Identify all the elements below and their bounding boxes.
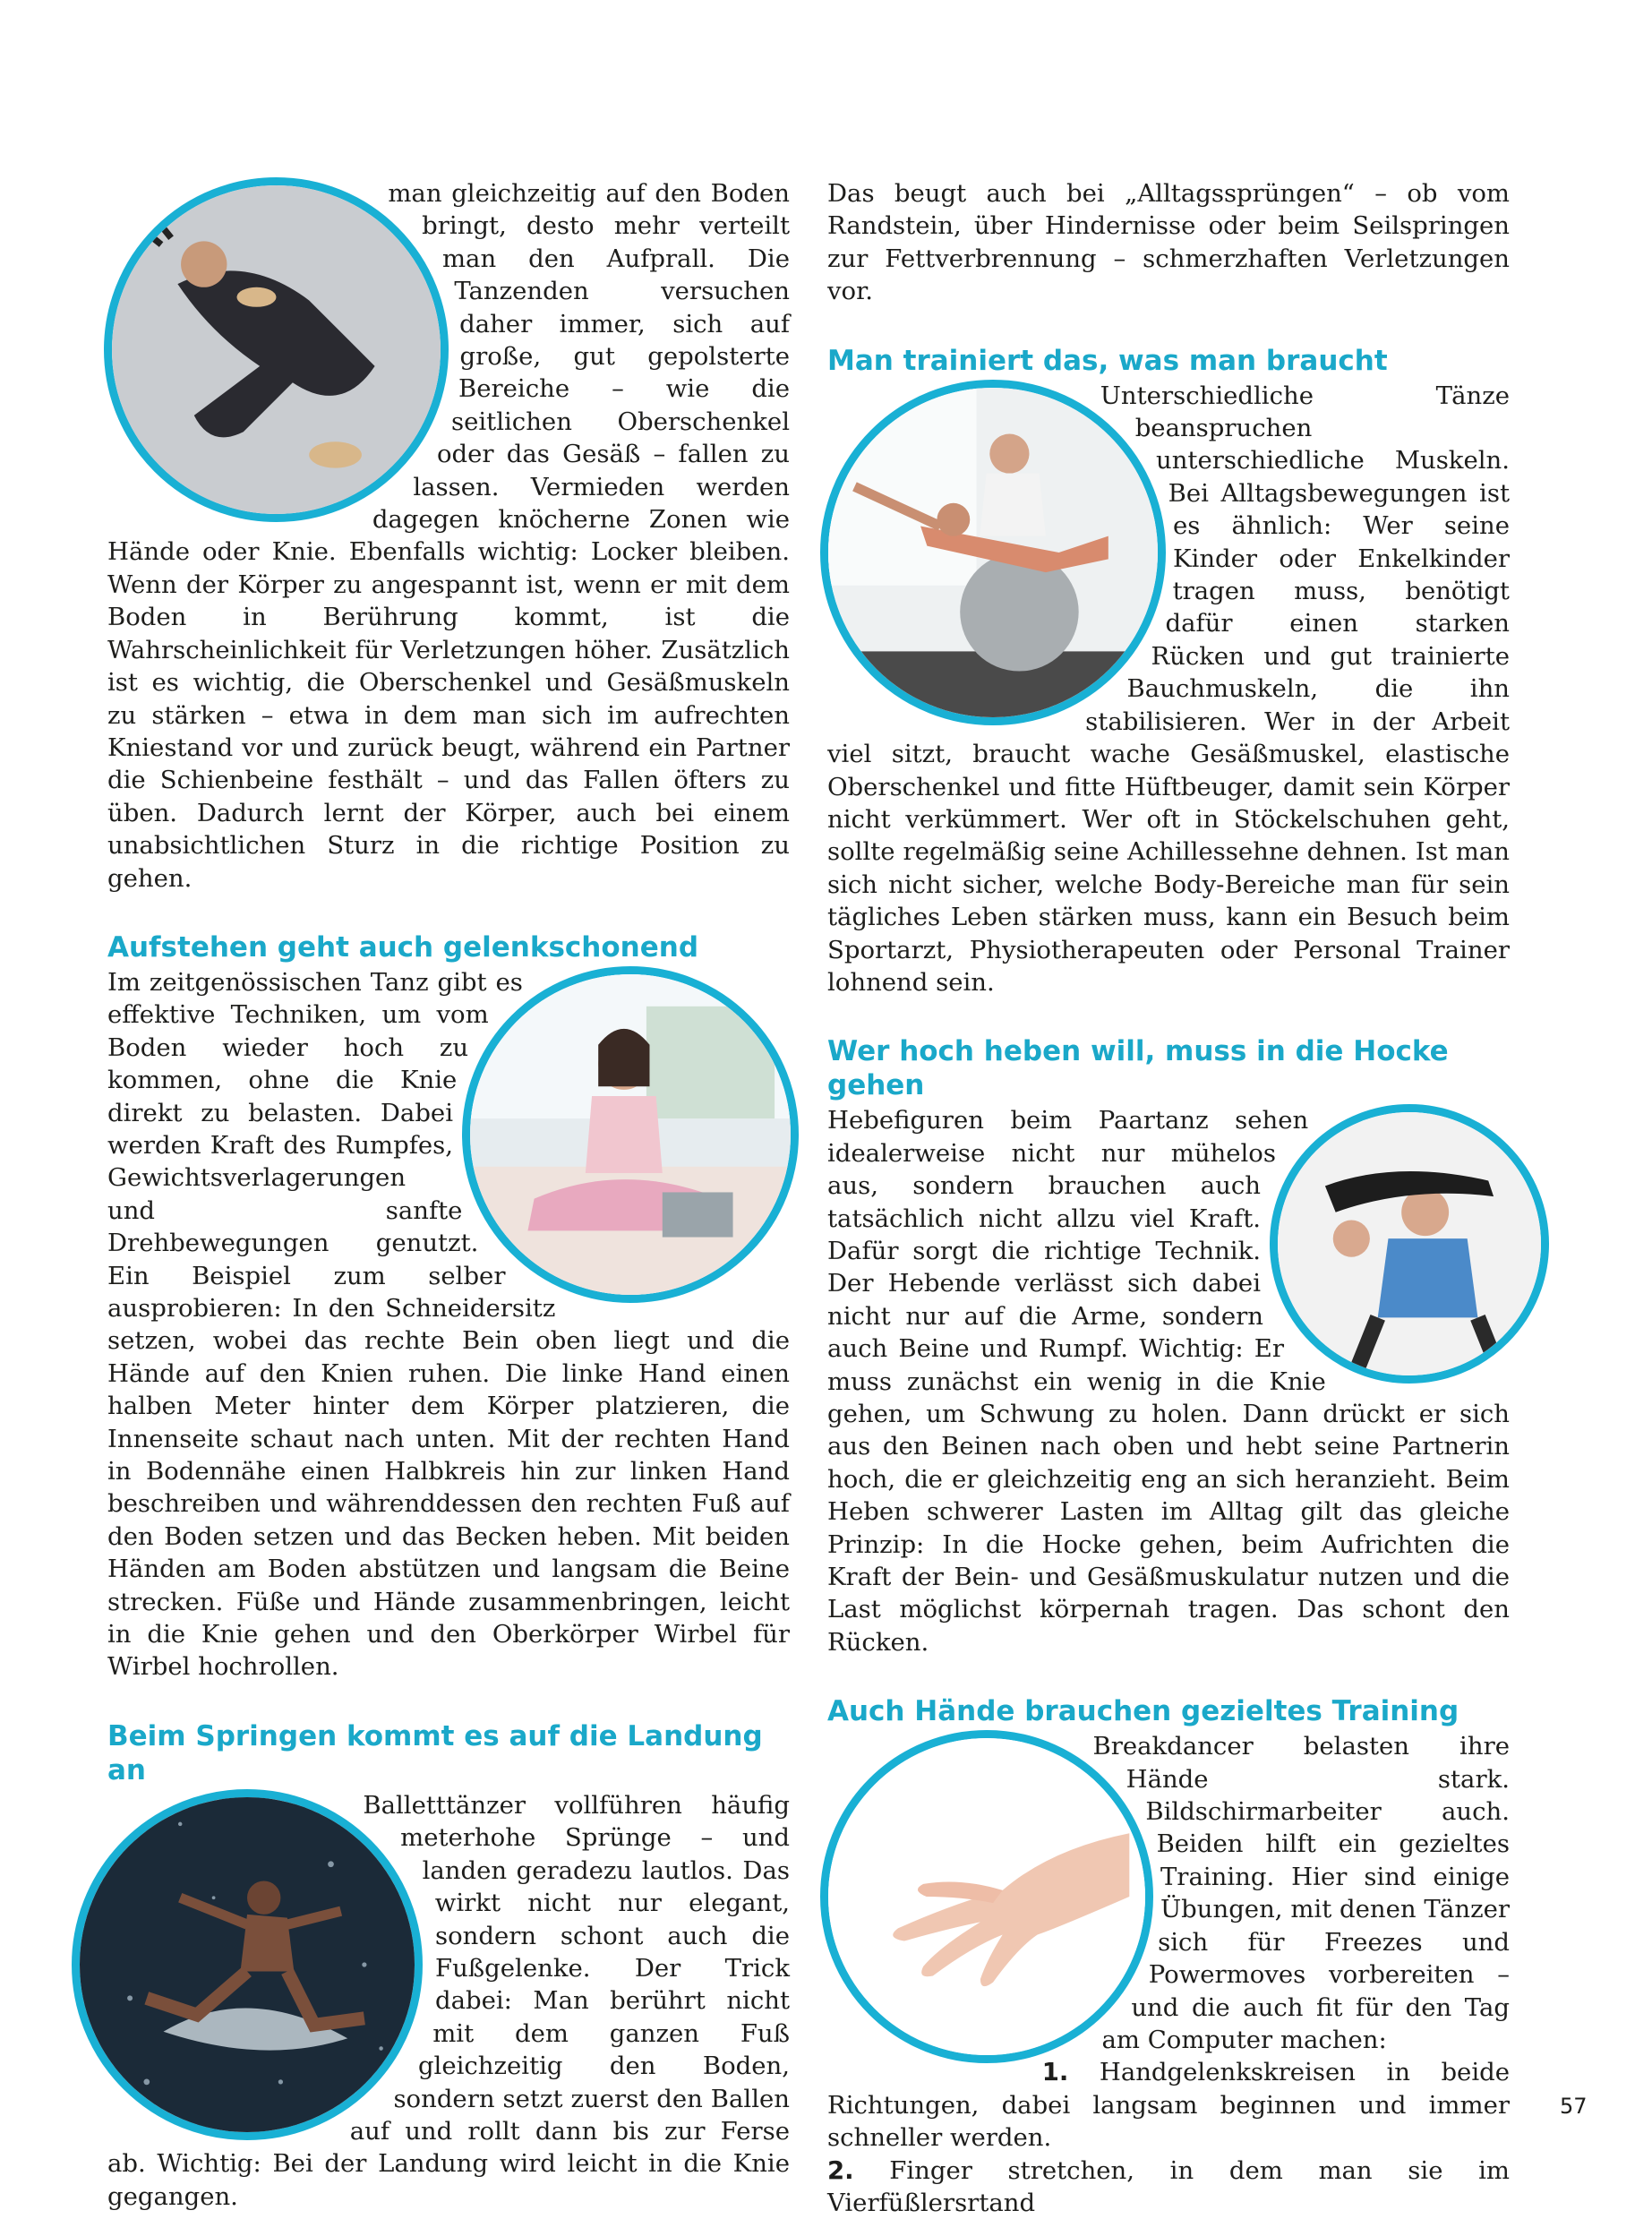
dancer-floor-photo: [104, 177, 449, 522]
right-column: [827, 177, 1510, 2219]
dancer-floor-image: [112, 185, 441, 514]
exercise-1-number: 1.: [1041, 2058, 1069, 2087]
exercise-2-text: Finger stretchen, in dem man sie im Vierfüßlersrtand: [827, 2155, 1511, 2217]
gym-ball-image: [828, 388, 1158, 717]
couple-lift-photo: [1270, 1104, 1549, 1384]
right-paragraph-4: Breakdancer belasten ihre Hände stark. Bildschirmarbeiter auch. Beiden hilft ein gezieltes Training. Hier sind einige Übungen, mit denen Tänzer sich für Freezes und Powermoves vorbereiten – und die auch fit für den Tag am Computer machen:: [1092, 1732, 1510, 2054]
left-paragraph-2: Im zeitgenössischen Tanz gibt es effektive Techniken, um vom Boden wieder hoch zu kommen, ohne die Knie direkt zu belasten. Dabei werden Kraft des Rumpfes, Gewichtsverlagerungen und sanfte Drehbewegungen genutzt. Ein Beispiel zum selber ausprobieren: In den Schneidersitz setzen, wobei das rechte Bein oben liegt und die Hände auf den Knien ruhen. Die linke Hand einen halben Meter hinter dem Körper platzieren, die Innenseite schaut nach unten. Mit der rechten Hand in Bodennähe einen Halbkreis hin zur linken Hand beschreiben und währenddessen den rechten Fuß auf den Boden setzen und das Becken heben. Mit beiden Händen am Boden abstützen und langsam die Beine strecken. Füße und Hände zusammenbringen, leicht in die Knie gehen und den Oberkörper Wirbel für Wirbel hochrollen.: [107, 967, 790, 1682]
exercise-2: [827, 2155, 1510, 2219]
left-paragraph-1: man gleichzeitig auf den Boden bringt, desto mehr verteilt man den Aufprall. Die Tanzenden versuchen daher immer, sich auf große, gut gepolsterte Bereiche – wie die seitlichen Oberschenkel oder das Gesäß – fallen zu lassen. Vermieden werden dagegen knöcherne Zonen wie Hände oder Knie. Ebenfalls wichtig: Locker bleiben. Wenn der Körper zu angespannt ist, wenn er mit dem Boden in Berührung kommt, ist die Wahrscheinlichkeit für Verletzungen höher. Zusätzlich ist es wichtig, die Oberschenkel und Gesäßmuskeln zu stärken – etwa in dem man sich im aufrechten Kniestand vor und zurück beugt, während ein Partner die Schienbeine festhält – und das Fallen öfters zu üben. Dadurch lernt der Körper, auch bei einem unabsichtlichen Sturz in die richtige Position zu gehen.: [107, 179, 790, 893]
right-paragraph-1: Das beugt auch bei „Alltagssprüngen“ – ob vom Randstein, über Hindernisse oder beim Seilspringen zur Fettverbrennung – schmerzhaften Verletzungen vor.: [827, 179, 1510, 306]
exercise-1-text: Handgelenkskreisen in beide Richtungen, dabei langsam beginnen und immer schneller werden.: [827, 2058, 1510, 2153]
left-paragraph-3: Balletttänzer vollführen häufig meterhohe Sprünge – und landen geradezu lautlos. Das wirkt nicht nur elegant, sondern schont auch die Fußgelenke. Der Trick dabei: Man berührt nicht mit dem ganzen Fuß gleichzeitig den Boden, sondern setzt zuerst den Ballen auf und rollt dann bis zur Ferse ab. Wichtig: Bei der Landung wird leicht in die Knie gegangen.: [107, 1790, 790, 2211]
woman-sitting-photo: [462, 966, 799, 1303]
hand-photo: [820, 1730, 1153, 2063]
heading-trainiert: Man trainiert das, was man braucht: [827, 344, 1388, 377]
page-number: 57: [1560, 2094, 1588, 2119]
heading-springen: Beim Springen kommt es auf die Landung an: [107, 1719, 763, 1786]
woman-sitting-image: [470, 974, 791, 1295]
gym-ball-photo: [820, 380, 1166, 725]
right-paragraph-3: Hebefiguren beim Paartanz sehen idealerweise nicht nur mühelos aus, sondern brauchen auch tatsächlich nicht allzu viel Kraft. Dafür sorgt die richtige Technik. Der Hebende verlässt sich dabei nicht nur auf die Arme, sondern auch Beine und Rumpf. Wichtig: Er muss zunächst ein wenig in die Knie gehen, um Schwung zu holen. Dann drückt er sich aus den Beinen nach oben und hebt seine Partnerin hoch, die er gleichzeitig eng an sich heranzieht. Beim Heben schwerer Lasten im Alltag gilt das gleiche Prinzip: In die Hocke gehen, beim Aufrichten die Kraft der Bein- und Gesäßmuskulatur nutzen und die Last möglichst körpernah tragen. Das schont den Rücken.: [827, 1106, 1510, 1657]
hand-image: [828, 1738, 1145, 2055]
heading-aufstehen: Aufstehen geht auch gelenkschonend: [107, 930, 699, 964]
heading-hocke: Wer hoch heben will, muss in die Hocke gehen: [827, 1035, 1449, 1102]
exercise-2-number: 2.: [827, 2155, 854, 2185]
heading-haende: Auch Hände brauchen gezieltes Training: [827, 1695, 1459, 1728]
dancer-jump-image: [80, 1797, 415, 2132]
exercise-1: [827, 2056, 1510, 2154]
dancer-jump-photo: [72, 1789, 423, 2140]
couple-lift-image: [1278, 1112, 1541, 1375]
left-column: [107, 177, 790, 2213]
right-paragraph-2: Unterschiedliche Tänze beanspruchen unterschiedliche Muskeln. Bei Alltagsbewegungen ist es ähnlich: Wer seine Kinder oder Enkelkinder tragen muss, benötigt dafür einen starken Rücken und gut trainierte Bauchmuskeln, die ihn stabilisieren. Wer in der Arbeit viel sitzt, braucht wache Gesäßmuskel, elastische Oberschenkel und fitte Hüftbeuger, damit sein Körper nicht verkümmert. Wer oft in Stöckelschuhen geht, sollte regelmäßig seine Achillessehne dehnen. Ist man sich nicht sicher, welche Body-Bereiche man für sein tägliches Leben stärken muss, kann ein Besuch beim Sportarzt, Physiotherapeuten oder Personal Trainer lohnend sein.: [827, 381, 1510, 997]
